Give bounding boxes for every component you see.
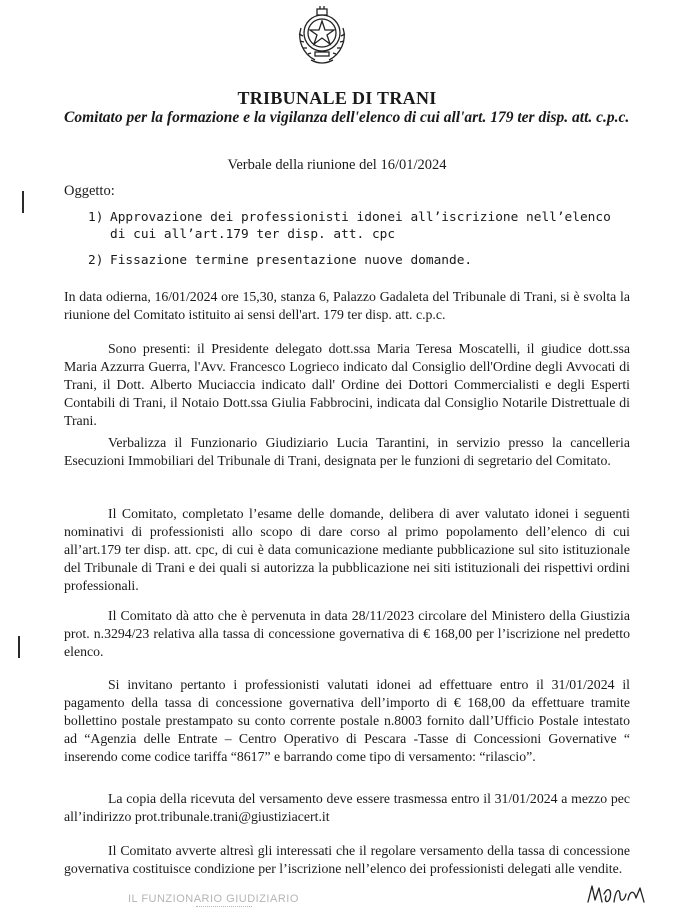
signature-icon xyxy=(586,880,648,908)
paragraph-payment: Si invitano pertanto i professionisti valutati idonei ad effettuare entro il 31/01/2024 il pagamento della tassa di concessione governativa dell’importo di € 168,00 da effettuare tramite bollettino postale prestampato su conto corrente postale n.8003 fornito dall’Ufficio Postale intestato ad “Agenzia delle Entrate – Centro Operativo di Pescara -Tasse di Concessioni Governative “ inserendo come codice tariffa “8617” e barrando come tipo di versamento: “rilascio”. xyxy=(64,677,630,764)
paragraph-meeting-info: In data odierna, 16/01/2024 ore 15,30, stanza 6, Palazzo Gadaleta del Tribunale di Trani, si è svolta la riunione del Comitato istituito ai sensi dell'art. 179 ter disp. att. c.p.c. xyxy=(64,289,630,322)
margin-mark xyxy=(18,636,20,658)
agenda-item-number: 2) xyxy=(88,253,104,268)
republic-emblem-icon xyxy=(293,6,351,68)
paragraph-deliberation: Il Comitato, completato l’esame delle domande, delibera di aver valutato idonei i seguenti nominativi di professionisti allo scopo di dare corso al primo popolamento dell’elenco di cui all’art.179 ter disp. att. cpc, di cui è data comunicazione mediante pubblicazione sul sito istituzionale del Tribunale di Trani e dei quali si autorizza la pubblicazione nei siti istituzionali dei rispettivi ordini professionali. xyxy=(64,506,630,593)
agenda-item-text: Approvazione dei professionisti idonei all’iscrizione nell’elenco di cui all’art.179 ter disp. att. cpc xyxy=(110,210,611,242)
agenda-item xyxy=(88,209,614,243)
paragraph-circular: Il Comitato dà atto che è pervenuta in data 28/11/2023 circolare del Ministero della Giustizia prot. n.3294/23 relativa alla tassa di concessione governativa di € 168,00 per l’iscrizione nel predetto elenco. xyxy=(64,608,630,659)
paragraph-attendees: Sono presenti: il Presidente delegato dott.ssa Maria Teresa Moscatelli, il giudice dott.ssa Maria Azzurra Guerra, l'Avv. Francesco Logrieco indicato dal Consiglio dell'Ordine degli Avvocati di Trani, il Dott. Alberto Muciaccia indicato dall' Ordine dei Dottori Commercialisti e degli Esperti Contabili di Trani, il Notaio Dott.ssa Giulia Fabbrocini, indicata dal Consiglio Notarile Distrettuale di Trani. xyxy=(64,341,630,428)
court-title: TRIBUNALE DI TRANI xyxy=(237,88,437,108)
subject-label: Oggetto: xyxy=(64,183,115,199)
agenda-list xyxy=(88,209,614,278)
minutes-title: Verbale della riunione del 16/01/2024 xyxy=(227,157,447,173)
margin-mark xyxy=(22,191,24,213)
paragraph-warning: Il Comitato avverte altresì gli interessati che il regolare versamento della tassa di concessione governativa costituisce condizione per l’iscrizione nell’elenco dei professionisti delegati alle vendite. xyxy=(64,843,630,876)
agenda-item xyxy=(88,252,614,269)
paragraph-secretary: Verbalizza il Funzionario Giudiziario Lucia Tarantini, in servizio presso la cancelleria Esecuzioni Immobiliari del Tribunale di Trani, designata per le funzioni di segretario del Comitato. xyxy=(64,435,630,468)
stamp-underline xyxy=(196,906,252,908)
committee-subtitle: Comitato per la formazione e la vigilanza dell'elenco di cui all'art. 179 ter disp. att. c.p.c. xyxy=(64,109,630,126)
agenda-item-number: 1) xyxy=(88,210,104,225)
paragraph-receipt: La copia della ricevuta del versamento deve essere trasmessa entro il 31/01/2024 a mezzo pec all’indirizzo prot.tribunale.trani@giustiziacert.it xyxy=(64,791,630,824)
official-stamp: IL FUNZIONARIO GIUDIZIARIO xyxy=(128,893,299,905)
agenda-item-text: Fissazione termine presentazione nuove domande. xyxy=(110,253,473,268)
